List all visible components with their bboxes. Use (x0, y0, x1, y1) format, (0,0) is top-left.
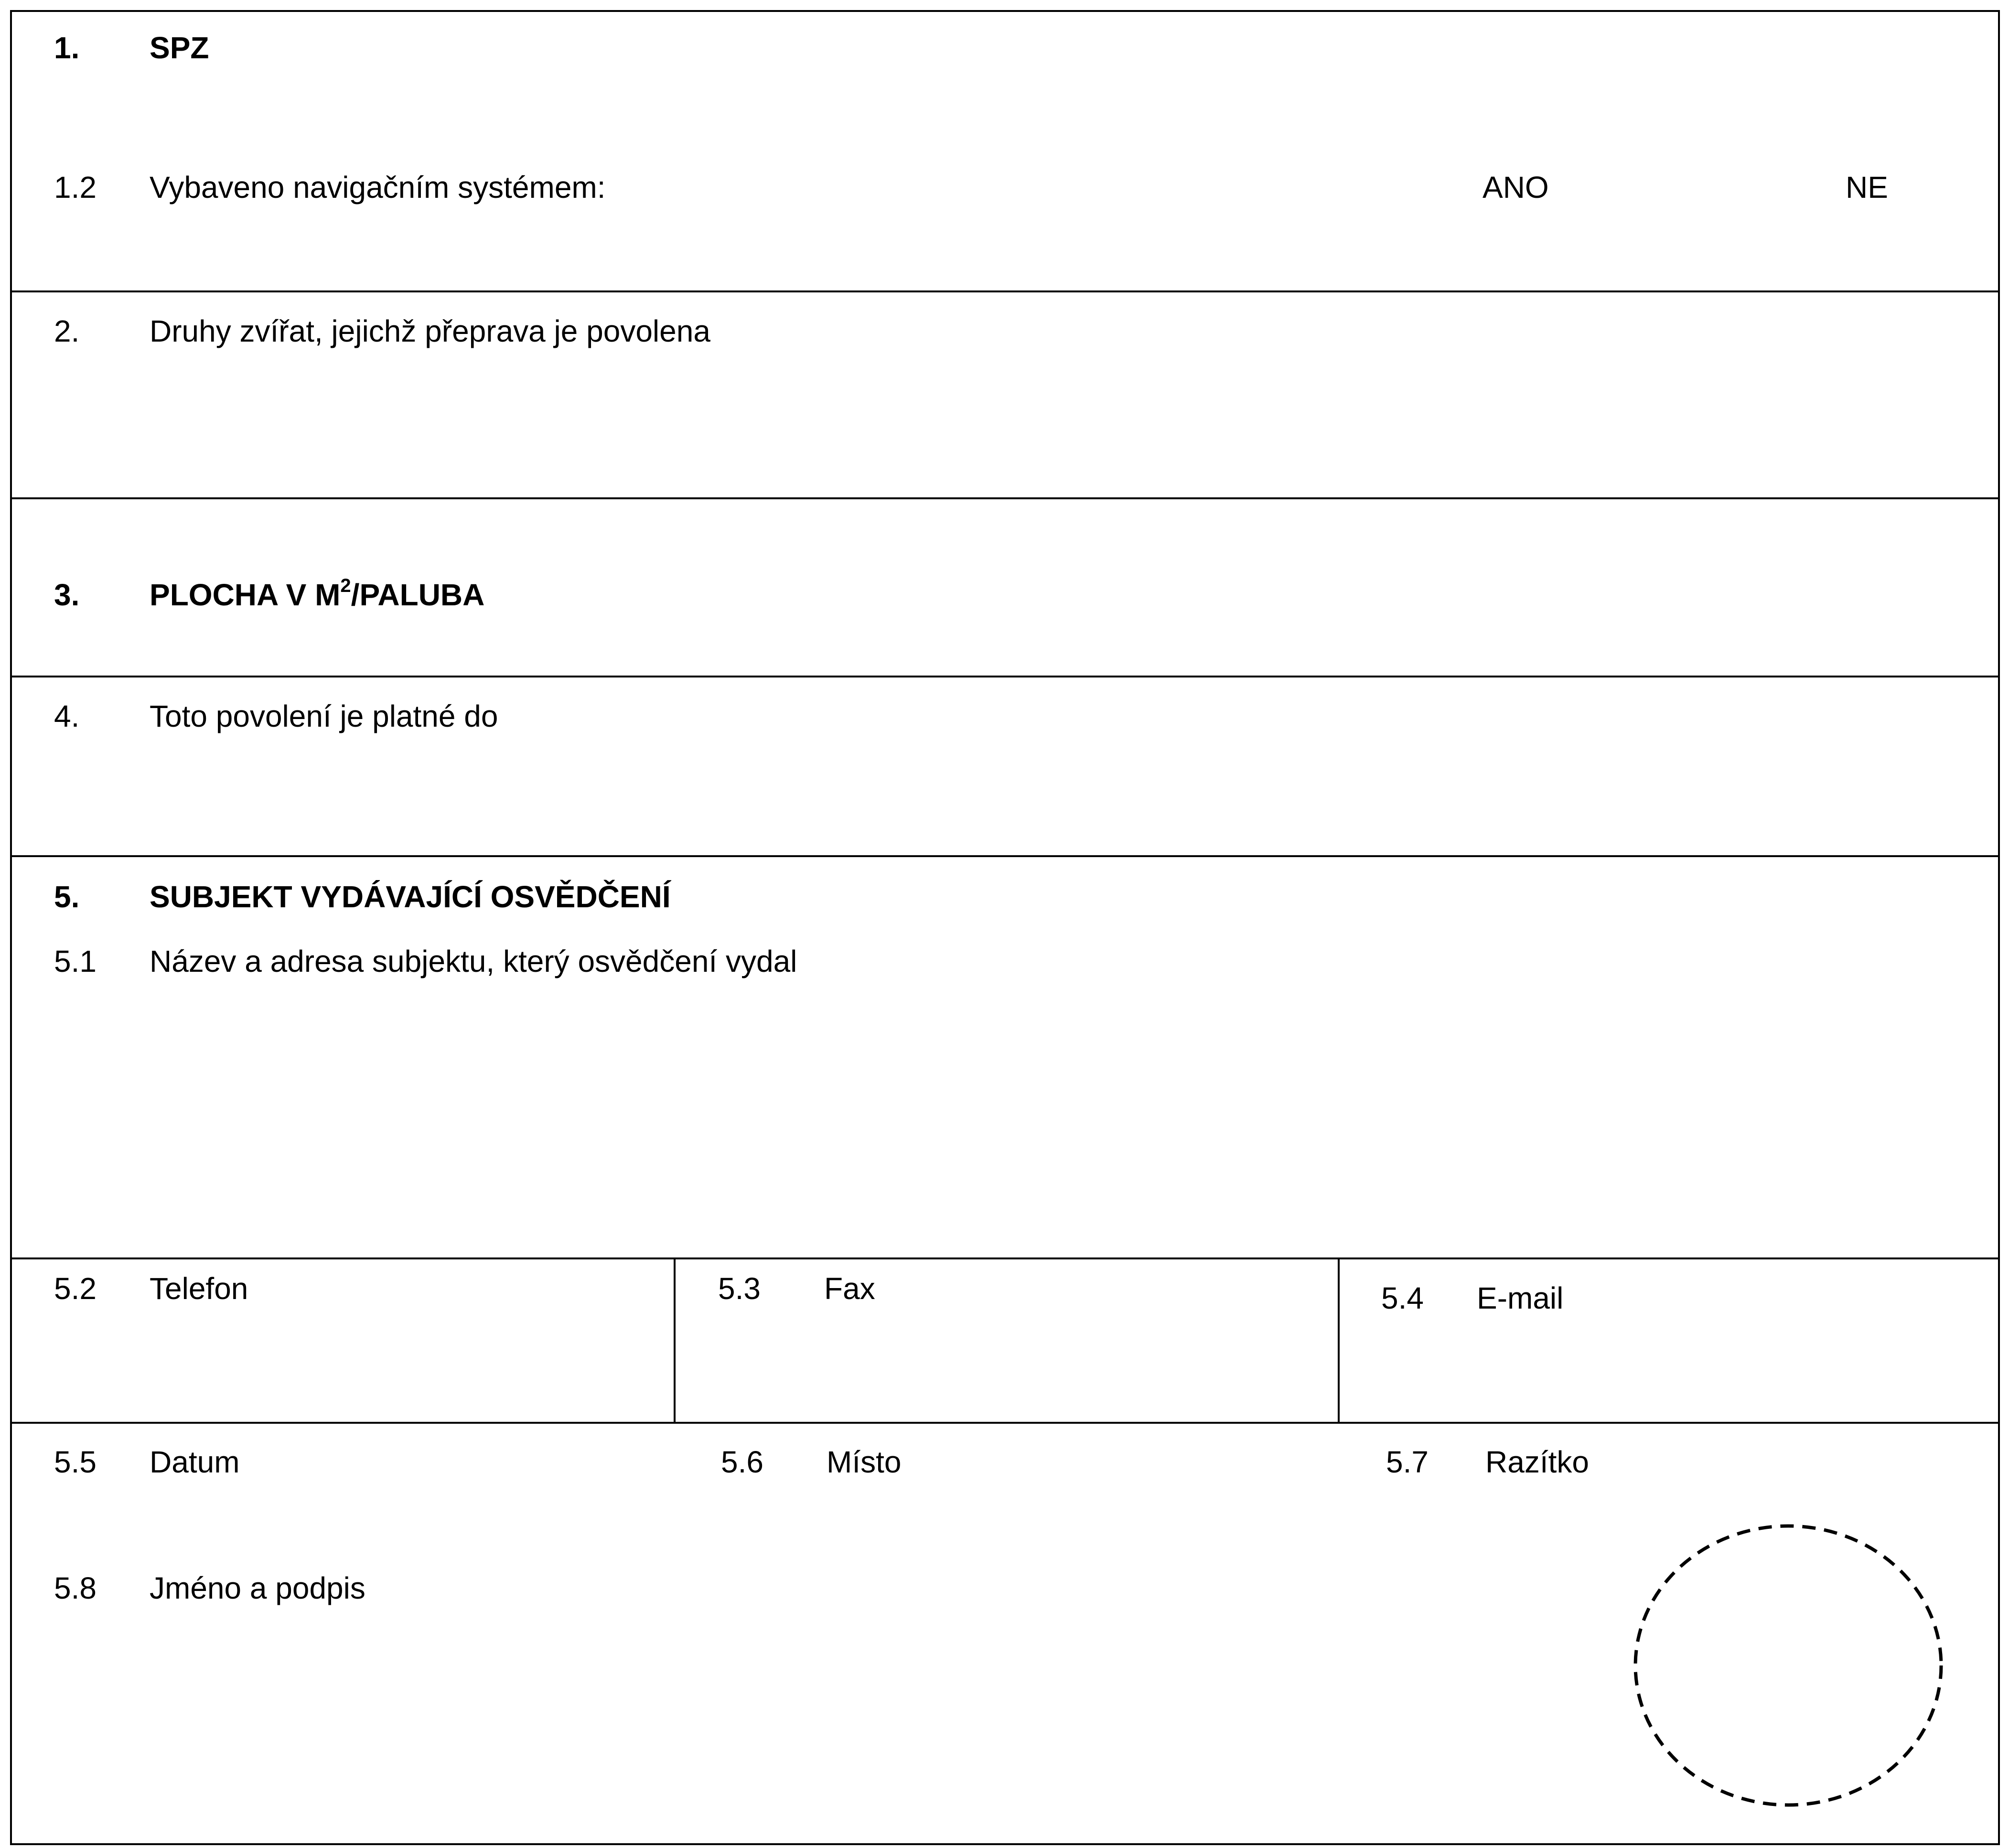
divider (12, 1422, 1998, 1424)
field-1-2-number: 1.2 (54, 170, 97, 204)
field-5-1-number: 5.1 (54, 944, 97, 978)
field-5-6-number: 5.6 (721, 1445, 763, 1479)
field-5-8-number: 5.8 (54, 1571, 97, 1605)
field-5-8-label: Jméno a podpis (150, 1571, 365, 1605)
field-1-2-label: Vybaveno navigačním systémem: (150, 170, 606, 204)
field-5-3-number: 5.3 (718, 1271, 761, 1306)
column-divider (1338, 1257, 1340, 1422)
certificate-form (10, 10, 2000, 1845)
field-5-2-label: Telefon (150, 1271, 248, 1306)
section-1-number: 1. (54, 31, 80, 65)
field-5-7-number: 5.7 (1386, 1445, 1429, 1479)
divider (12, 676, 1998, 677)
field-5-5-label: Datum (150, 1445, 240, 1479)
section-5-number: 5. (54, 880, 80, 914)
column-divider (674, 1257, 676, 1422)
section-2-number: 2. (54, 314, 80, 348)
section-1-title: SPZ (150, 31, 209, 65)
section-5-title: SUBJEKT VYDÁVAJÍCÍ OSVĚDČENÍ (150, 880, 671, 914)
divider (12, 855, 1998, 857)
option-yes[interactable]: ANO (1483, 170, 1549, 204)
divider (12, 290, 1998, 292)
section-4-number: 4. (54, 699, 80, 733)
field-5-4-label: E-mail (1477, 1281, 1564, 1315)
field-5-4-number: 5.4 (1381, 1281, 1424, 1315)
field-5-1-label: Název a adresa subjektu, který osvědčení vydal (150, 944, 797, 978)
field-5-7-label: Razítko (1485, 1445, 1589, 1479)
stamp-circle (1633, 1524, 1943, 1807)
field-5-2-number: 5.2 (54, 1271, 97, 1306)
option-no[interactable]: NE (1846, 170, 1888, 204)
divider (12, 1257, 1998, 1259)
divider (12, 497, 1998, 499)
section-3-title: PLOCHA V $M^2$/PALUBA (150, 575, 485, 612)
section-2-label: Druhy zvířat, jejichž přeprava je povolena (150, 314, 710, 348)
field-5-3-label: Fax (824, 1271, 875, 1306)
field-5-5-number: 5.5 (54, 1445, 97, 1479)
section-3-number: 3. (54, 578, 80, 612)
section-4-label: Toto povolení je platné do (150, 699, 498, 733)
field-5-6-label: Místo (827, 1445, 902, 1479)
